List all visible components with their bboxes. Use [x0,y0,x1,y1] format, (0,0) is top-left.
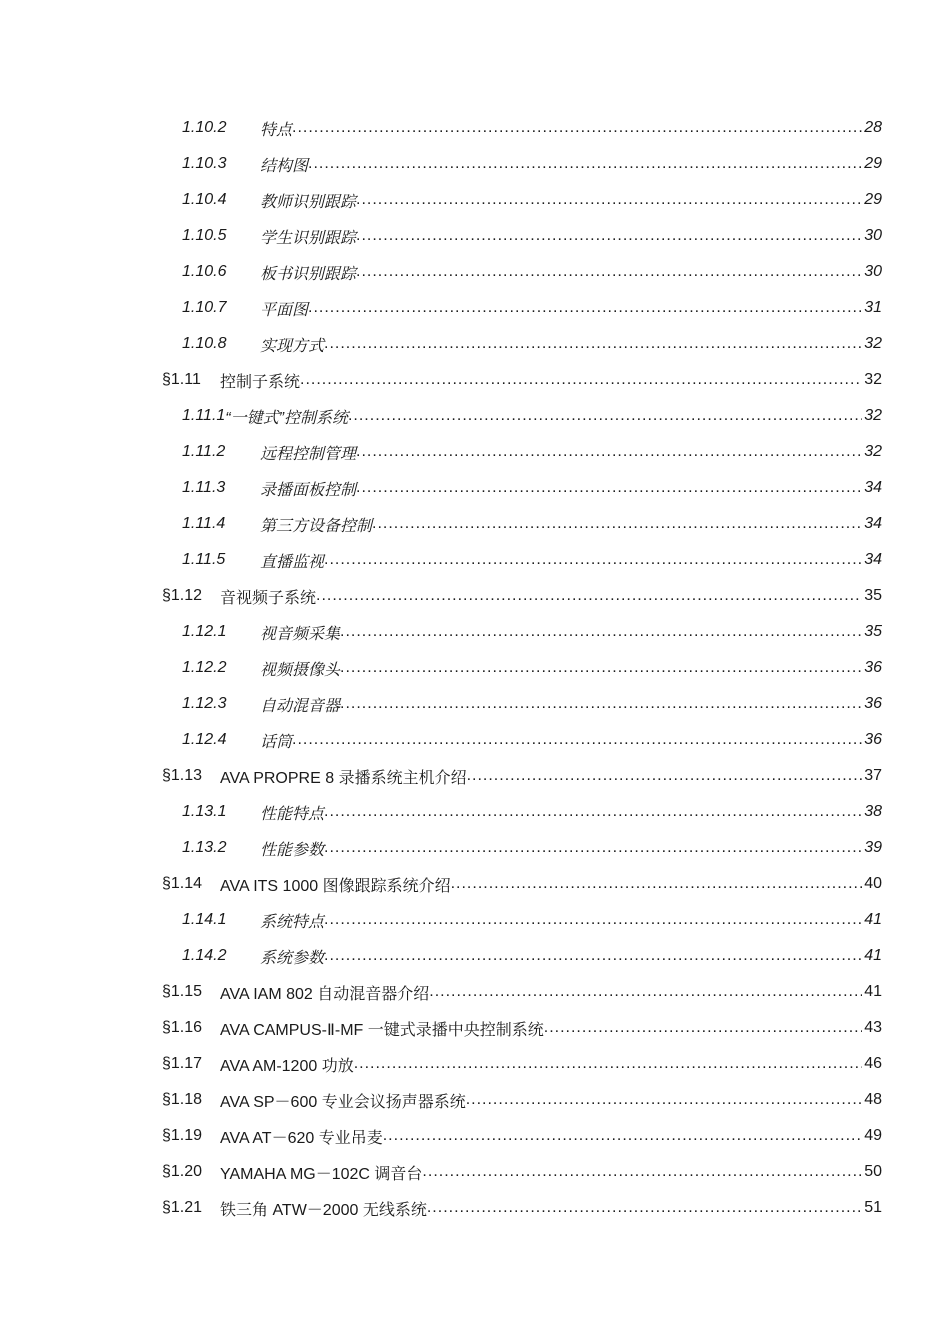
toc-entry[interactable] [0,362,950,398]
toc-entry-title: 视频摄像头 [260,661,341,679]
toc-entry-page: 39 [864,839,882,856]
toc-dot-leader [316,586,862,614]
toc-entry-number: §1.11 [162,371,201,388]
toc-entry-number: §1.16 [162,1019,203,1036]
toc-entry[interactable] [0,290,950,326]
table-of-contents [0,110,950,1226]
toc-entry-number: 1.10.2 [182,119,227,136]
toc-dot-leader [356,442,862,470]
toc-dot-leader [451,874,863,902]
toc-entry-title: YAMAHA MG－102C 调音台 [220,1165,423,1183]
toc-entry-page: 36 [864,731,882,748]
toc-entry-page: 30 [864,227,882,244]
toc-entry-number: 1.13.2 [182,839,227,856]
toc-dot-leader [308,154,862,182]
toc-entry-number: 1.11.2 [182,443,226,460]
toc-entry[interactable] [0,218,950,254]
toc-dot-leader [300,370,862,398]
toc-dot-leader [324,946,862,974]
toc-entry-title: “一键式”控制系统 [225,409,348,427]
toc-entry-number: 1.11.4 [182,515,226,532]
toc-entry[interactable] [0,542,950,578]
toc-entry-number: §1.12 [162,587,203,604]
toc-dot-leader [372,514,862,542]
toc-dot-leader [356,226,862,254]
toc-entry-title: AVA AT－620 专业吊麦 [220,1129,383,1147]
toc-entry-page: 32 [864,443,882,460]
toc-entry-page: 31 [864,299,882,316]
toc-entry[interactable] [0,1046,950,1082]
toc-dot-leader [324,550,862,578]
toc-entry-title: 铁三角 ATW－2000 无线系统 [220,1201,427,1219]
toc-entry-number: 1.12.1 [182,623,227,640]
toc-entry-page: 35 [864,587,882,604]
toc-entry[interactable] [0,902,950,938]
toc-entry-number: 1.12.2 [182,659,227,676]
toc-entry-number: §1.18 [162,1091,203,1108]
toc-entry-title: 特点 [260,121,293,139]
toc-entry-title: 远程控制管理 [260,445,357,463]
toc-entry-number: §1.14 [162,875,203,892]
toc-entry-page: 46 [864,1055,882,1072]
toc-dot-leader [340,694,862,722]
toc-entry[interactable] [0,722,950,758]
toc-entry-page: 34 [864,479,882,496]
toc-entry-number: §1.21 [162,1199,203,1216]
toc-dot-leader [544,1018,862,1046]
toc-entry-page: 50 [864,1163,882,1180]
toc-entry[interactable] [0,506,950,542]
toc-dot-leader [429,982,862,1010]
toc-entry-page: 49 [864,1127,882,1144]
toc-entry-number: 1.12.4 [182,731,227,748]
toc-entry[interactable] [0,1082,950,1118]
toc-entry-number: §1.13 [162,767,203,784]
toc-entry-number: 1.11.3 [182,479,226,496]
toc-entry[interactable] [0,1190,950,1226]
toc-entry-number: 1.11.1 [182,407,226,424]
toc-entry[interactable] [0,686,950,722]
toc-entry-number: §1.17 [162,1055,203,1072]
toc-entry-number: 1.12.3 [182,695,227,712]
toc-entry-page: 32 [864,371,882,388]
toc-entry-page: 34 [864,515,882,532]
toc-entry-number: §1.20 [162,1163,203,1180]
toc-entry-title: 结构图 [260,157,309,175]
toc-dot-leader [340,622,862,650]
toc-dot-leader [308,298,862,326]
toc-entry-page: 43 [864,1019,882,1036]
toc-dot-leader [348,406,862,434]
toc-entry-number: §1.15 [162,983,203,1000]
toc-entry-title: 性能参数 [260,841,325,859]
toc-dot-leader [356,478,862,506]
toc-entry-page: 32 [864,335,882,352]
toc-entry[interactable] [0,1010,950,1046]
toc-entry-number: 1.10.8 [182,335,227,352]
toc-entry[interactable] [0,434,950,470]
toc-entry-number: §1.19 [162,1127,203,1144]
toc-entry-title: AVA SP－600 专业会议扬声器系统 [220,1093,466,1111]
toc-entry-title: AVA IAM 802 自动混音器介绍 [220,985,430,1003]
toc-entry[interactable] [0,110,950,146]
toc-entry[interactable] [0,794,950,830]
toc-dot-leader [422,1162,862,1190]
toc-entry[interactable] [0,866,950,902]
toc-entry-title: 实现方式 [260,337,325,355]
toc-dot-leader [324,910,862,938]
toc-dot-leader [354,1054,863,1082]
toc-entry-title: 自动混音器 [260,697,341,715]
toc-entry-page: 37 [864,767,882,784]
toc-entry-title: 第三方设备控制 [260,517,373,535]
toc-entry-page: 38 [864,803,882,820]
toc-entry-page: 29 [864,191,882,208]
toc-entry[interactable] [0,398,950,434]
toc-entry[interactable] [0,254,950,290]
toc-dot-leader [292,118,862,146]
toc-entry[interactable] [0,758,950,794]
toc-entry-title: 性能特点 [260,805,325,823]
toc-entry-title: AVA CAMPUS-Ⅱ-MF 一键式录播中央控制系统 [220,1021,544,1039]
toc-entry-number: 1.10.4 [182,191,227,208]
toc-entry-page: 32 [864,407,882,424]
toc-entry-title: 平面图 [260,301,309,319]
toc-entry-number: 1.14.2 [182,947,227,964]
toc-entry-title: 系统参数 [260,949,325,967]
toc-entry-title: 教师识别跟踪 [260,193,357,211]
toc-entry[interactable] [0,830,950,866]
toc-entry-number: 1.10.3 [182,155,227,172]
toc-dot-leader [324,838,862,866]
toc-dot-leader [466,1090,863,1118]
toc-dot-leader [427,1198,862,1226]
toc-entry-number: 1.11.5 [182,551,226,568]
toc-entry-title: 视音频采集 [260,625,341,643]
toc-entry-number: 1.10.7 [182,299,227,316]
toc-entry-page: 35 [864,623,882,640]
toc-entry-title: 板书识别跟踪 [260,265,357,283]
toc-entry-page: 48 [864,1091,882,1108]
toc-entry-number: 1.14.1 [182,911,227,928]
toc-entry[interactable] [0,614,950,650]
toc-entry-page: 30 [864,263,882,280]
toc-entry-title: 话筒 [260,733,293,751]
toc-entry-page: 41 [864,911,882,928]
toc-entry-title: 直播监视 [260,553,325,571]
toc-entry-page: 41 [864,983,882,1000]
toc-entry-title: AVA ITS 1000 图像跟踪系统介绍 [220,877,451,895]
toc-entry-title: 学生识别跟踪 [260,229,357,247]
toc-dot-leader [292,730,862,758]
toc-entry-number: 1.13.1 [182,803,227,820]
toc-entry-number: 1.10.5 [182,227,227,244]
toc-dot-leader [356,262,862,290]
toc-entry[interactable] [0,1118,950,1154]
toc-entry-page: 34 [864,551,882,568]
toc-entry[interactable] [0,1154,950,1190]
toc-entry-title: 控制子系统 [220,373,301,391]
toc-entry[interactable] [0,182,950,218]
toc-entry-page: 28 [864,119,882,136]
toc-dot-leader [467,766,863,794]
toc-dot-leader [324,334,862,362]
toc-entry-title: AVA AM-1200 功放 [220,1057,354,1075]
toc-entry[interactable] [0,470,950,506]
toc-entry-title: AVA PROPRE 8 录播系统主机介绍 [220,769,467,787]
toc-entry-number: 1.10.6 [182,263,227,280]
toc-entry[interactable] [0,578,950,614]
toc-entry-page: 40 [864,875,882,892]
toc-entry[interactable] [0,974,950,1010]
toc-entry-title: 录播面板控制 [260,481,357,499]
toc-entry[interactable] [0,938,950,974]
toc-dot-leader [340,658,862,686]
toc-entry-page: 36 [864,659,882,676]
toc-entry-page: 51 [864,1199,882,1216]
toc-entry[interactable] [0,326,950,362]
toc-entry-title: 系统特点 [260,913,325,931]
toc-entry[interactable] [0,146,950,182]
toc-dot-leader [324,802,862,830]
toc-entry-page: 29 [864,155,882,172]
toc-entry[interactable] [0,650,950,686]
toc-entry-title: 音视频子系统 [220,589,317,607]
toc-dot-leader [383,1126,862,1154]
toc-entry-page: 36 [864,695,882,712]
toc-dot-leader [356,190,862,218]
toc-entry-page: 41 [864,947,882,964]
